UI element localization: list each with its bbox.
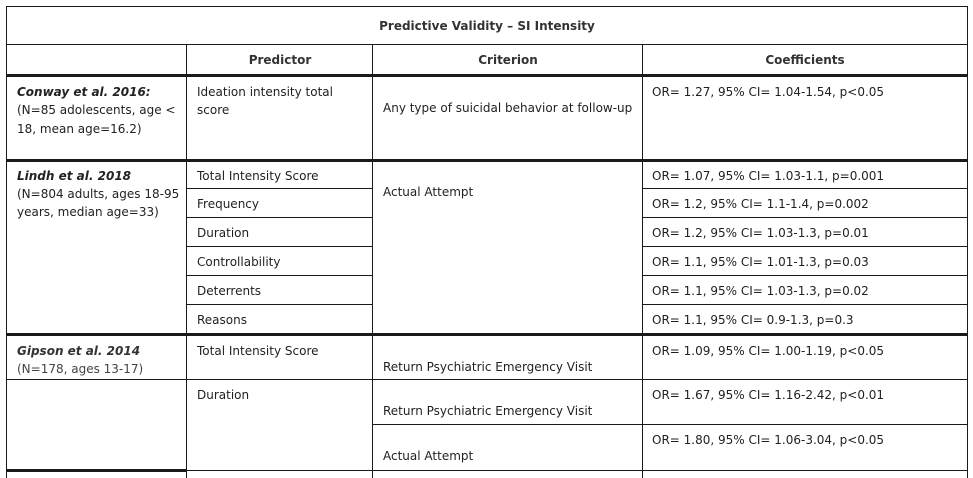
study-title: Lindh et al. 2018: [17, 169, 132, 183]
divider: [372, 336, 373, 478]
predictor-cell: Duration: [197, 388, 250, 402]
criterion-cell: Actual Attempt: [383, 185, 474, 199]
divider: [186, 246, 373, 247]
study-title: Conway et al. 2016:: [17, 85, 151, 99]
predictive-validity-table: [6, 6, 968, 478]
predictor-cell: Controllability: [197, 255, 281, 269]
divider: [372, 424, 967, 425]
divider: [372, 77, 373, 159]
divider: [7, 44, 967, 45]
divider: [186, 188, 373, 189]
divider: [186, 162, 187, 334]
study-detail: (N=178, ages 13-17): [17, 362, 144, 376]
predictor-cell: score: [197, 103, 230, 117]
predictor-cell: Duration: [197, 226, 250, 240]
divider: [7, 333, 967, 336]
predictor-cell: Total Intensity Score: [197, 344, 319, 358]
study-title: Gipson et al. 2014: [17, 344, 141, 358]
divider: [642, 77, 643, 159]
divider: [186, 217, 373, 218]
divider: [186, 275, 373, 276]
divider: [7, 74, 967, 77]
coefficient-cell: OR= 1.27, 95% CI= 1.04-1.54, p<0.05: [652, 85, 885, 99]
criterion-cell: Actual Attempt: [383, 449, 474, 463]
study-detail: years, median age=33): [17, 205, 159, 219]
header-coefficients: Coefficients: [765, 53, 845, 67]
predictor-cell: Ideation intensity total: [197, 85, 333, 99]
divider: [642, 246, 967, 247]
coefficient-cell: OR= 1.2, 95% CI= 1.1-1.4, p=0.002: [652, 197, 869, 211]
coefficient-cell: OR= 1.1, 95% CI= 1.03-1.3, p=0.02: [652, 284, 869, 298]
predictor-cell: Total Intensity Score: [197, 169, 319, 183]
divider: [642, 188, 967, 189]
study-detail: 18, mean age=16.2): [17, 122, 142, 136]
study-detail: (N=804 adults, ages 18-95: [17, 187, 180, 201]
divider: [7, 159, 967, 162]
divider: [186, 470, 967, 471]
coefficient-cell: OR= 1.07, 95% CI= 1.03-1.1, p=0.001: [652, 169, 885, 183]
table-title: Predictive Validity – SI Intensity: [379, 18, 595, 33]
divider: [7, 469, 187, 472]
coefficient-cell: OR= 1.1, 95% CI= 0.9-1.3, p=0.3: [652, 313, 854, 327]
predictor-cell: Frequency: [197, 197, 259, 211]
divider: [186, 304, 373, 305]
divider: [642, 45, 643, 75]
divider: [642, 336, 643, 478]
divider: [642, 275, 967, 276]
divider: [186, 336, 187, 478]
coefficient-cell: OR= 1.1, 95% CI= 1.01-1.3, p=0.03: [652, 255, 869, 269]
coefficient-cell: OR= 1.2, 95% CI= 1.03-1.3, p=0.01: [652, 226, 869, 240]
divider: [642, 304, 967, 305]
coefficient-cell: OR= 1.67, 95% CI= 1.16-2.42, p<0.01: [652, 388, 885, 402]
criterion-cell: Any type of suicidal behavior at follow-up: [383, 101, 633, 115]
divider: [642, 162, 643, 334]
divider: [372, 45, 373, 75]
study-detail: (N=85 adolescents, age <: [17, 103, 176, 117]
header-criterion: Criterion: [478, 53, 538, 67]
predictor-cell: Reasons: [197, 313, 247, 327]
divider: [186, 77, 187, 159]
header-predictor: Predictor: [248, 53, 312, 67]
predictor-cell: Deterrents: [197, 284, 262, 298]
divider: [7, 379, 187, 380]
coefficient-cell: OR= 1.09, 95% CI= 1.00-1.19, p<0.05: [652, 344, 885, 358]
divider: [642, 217, 967, 218]
coefficient-cell: OR= 1.80, 95% CI= 1.06-3.04, p<0.05: [652, 433, 885, 447]
divider: [372, 162, 373, 334]
divider: [186, 379, 967, 380]
criterion-cell: Return Psychiatric Emergency Visit: [383, 360, 593, 374]
criterion-cell: Return Psychiatric Emergency Visit: [383, 404, 593, 418]
divider: [186, 45, 187, 75]
